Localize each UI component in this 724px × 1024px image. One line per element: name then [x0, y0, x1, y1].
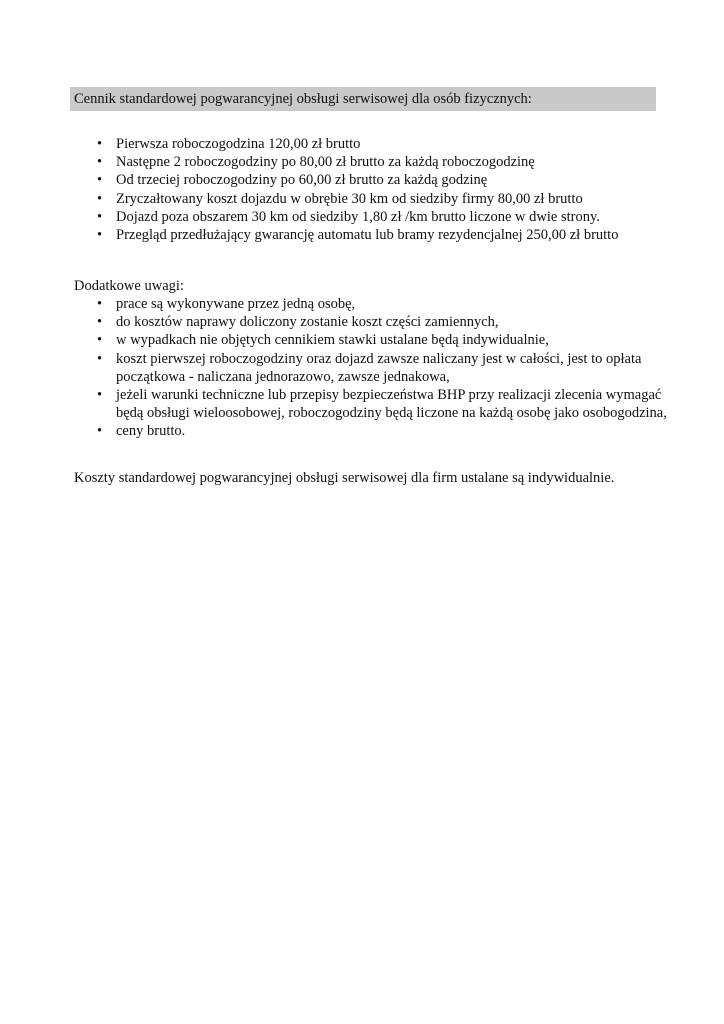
- note-item: [97, 313, 667, 331]
- note-item: [97, 350, 667, 386]
- pricing-item-text: Zryczałtowany koszt dojazdu w obrębie 30 km od siedziby firmy 80,00 zł brutto: [116, 190, 583, 207]
- pricing-item-text: Przegląd przedłużający gwarancję automatu lub bramy rezydencjalnej 250,00 zł brutto: [116, 227, 619, 244]
- bullet-icon: •: [97, 136, 103, 152]
- pricing-item: [97, 171, 667, 189]
- bullet-icon: •: [97, 314, 103, 331]
- bullet-icon: •: [97, 154, 103, 171]
- note-item: [97, 422, 667, 440]
- pricing-item-text: Pierwsza roboczogodzina 120,00 zł brutto: [116, 136, 361, 152]
- bullet-icon: •: [97, 387, 103, 404]
- pricing-item-text: Od trzeciej roboczogodziny po 60,00 zł brutto za każdą godzinę: [116, 172, 488, 189]
- pricing-item-text: Następne 2 roboczogodziny po 80,00 zł brutto za każdą roboczogodzinę: [116, 154, 535, 171]
- footer-note: Koszty standardowej pogwarancyjnej obsługi serwisowej dla firm ustalane są indywidualnie.: [74, 470, 615, 486]
- note-item-text: do kosztów naprawy doliczony zostanie koszt części zamiennych,: [116, 314, 499, 331]
- note-item-text: koszt pierwszej roboczogodziny oraz dojazd zawsze naliczany jest w całości, jest to opłata początkowa - naliczana jednorazowo, zawsze jednakowa,: [116, 350, 642, 385]
- section-heading-text: Cennik standardowej pogwarancyjnej obsługi serwisowej dla osób fizycznych:: [74, 91, 532, 107]
- pricing-item: [97, 226, 667, 244]
- bullet-icon: •: [97, 190, 103, 207]
- section-heading: [70, 87, 656, 111]
- notes-title: Dodatkowe uwagi:: [74, 278, 184, 294]
- note-item: [97, 331, 667, 349]
- bullet-icon: •: [97, 423, 103, 440]
- pricing-list: [97, 135, 667, 244]
- bullet-icon: •: [97, 296, 103, 312]
- note-item: [97, 295, 667, 313]
- pricing-item: [97, 190, 667, 208]
- bullet-icon: •: [97, 208, 103, 225]
- pricing-item: [97, 135, 667, 153]
- bullet-icon: •: [97, 350, 103, 367]
- pricing-item-text: Dojazd poza obszarem 30 km od siedziby 1,80 zł /km brutto liczone w dwie strony.: [116, 208, 600, 225]
- note-item-text: jeżeli warunki techniczne lub przepisy bezpieczeństwa BHP przy realizacji zlecenia wymagać będą obsługi wieloosobowej, roboczogodziny będą liczone na każdą osobę jako osobogodzina,: [116, 387, 667, 422]
- pricing-item: [97, 208, 667, 226]
- note-item-text: ceny brutto.: [116, 423, 186, 440]
- pricing-item: [97, 153, 667, 171]
- notes-list: [97, 295, 667, 441]
- bullet-icon: •: [97, 172, 103, 189]
- note-item-text: w wypadkach nie objętych cennikiem stawki ustalane będą indywidualnie,: [116, 332, 549, 349]
- note-item: [97, 386, 667, 422]
- bullet-icon: •: [97, 227, 103, 244]
- bullet-icon: •: [97, 332, 103, 349]
- note-item-text: prace są wykonywane przez jedną osobę,: [116, 296, 356, 312]
